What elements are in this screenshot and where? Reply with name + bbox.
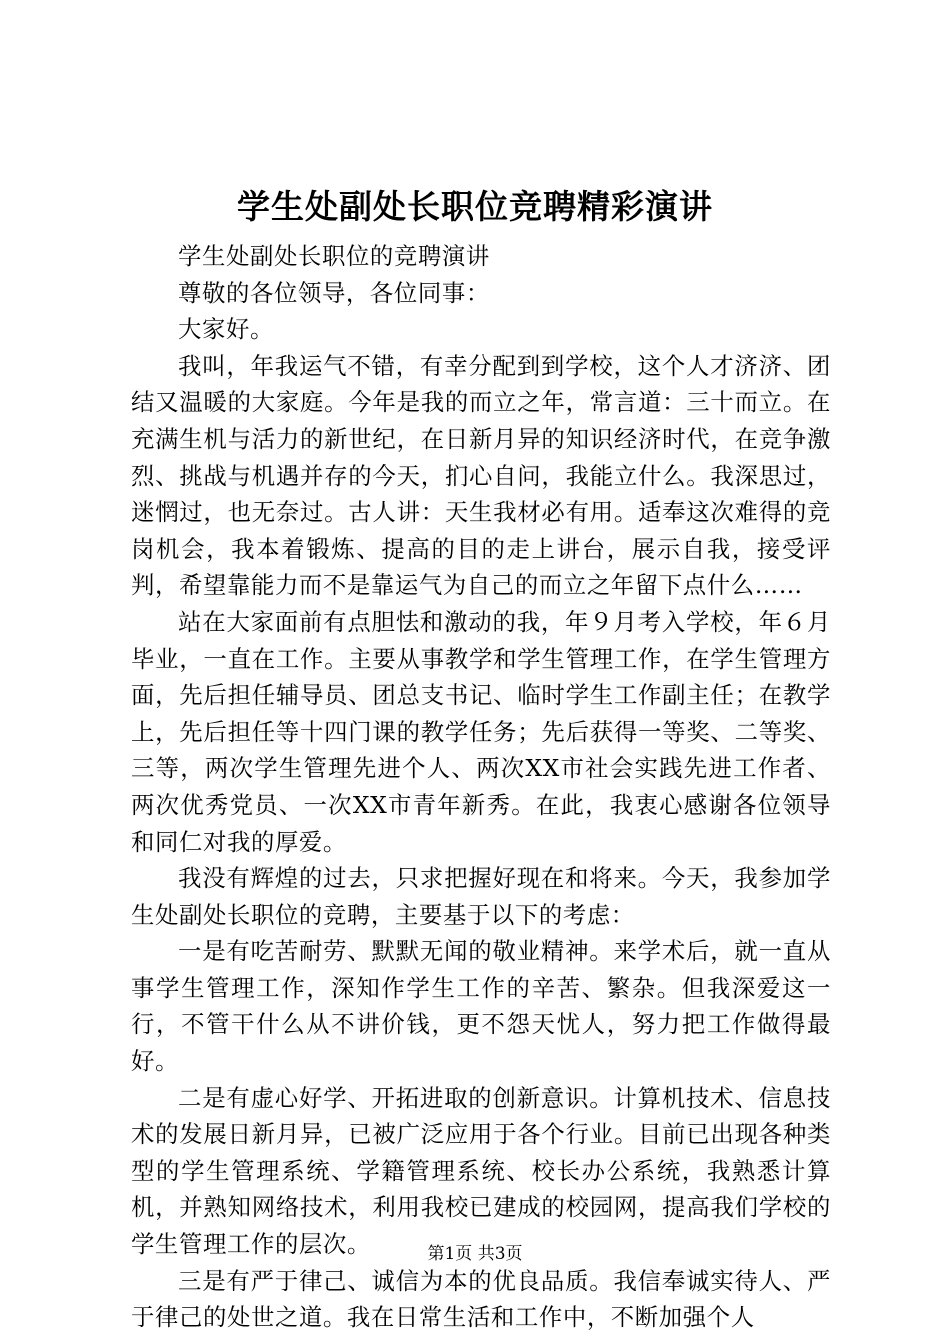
paragraph: 我叫，年我运气不错，有幸分配到到学校，这个人才济济、团结又温暖的大家庭。今年是我的而立之年，常言道：三十而立。在充满生机与活力的新世纪，在日新月异的知识经济时代，在竞争激烈、挑战与机遇并存的今天，扪心自问，我能立什么。我深思过，迷惘过，也无奈过。古人讲：天生我材必有用。适奉这次难得的竞岗机会，我本着锻炼、提高的目的走上讲台，展示自我，接受评判，希望靠能力而不是靠运气为自己的而立之年留下点什么…… [131, 351, 831, 600]
paragraph: 站在大家面前有点胆怯和激动的我，年９月考入学校，年６月毕业，一直在工作。主要从事教学和学生管理工作，在学生管理方面，先后担任辅导员、团总支书记、临时学生工作副主任；在教学上，先后担任等十四门课的教学任务；先后获得一等奖、二等奖、三等，两次学生管理先进个人、两次XX市社会实践先进工作者、两次优秀党员、一次XX市青年新秀。在此，我衷心感谢各位领导和同仁对我的厚爱。 [131, 607, 831, 856]
paragraph: 一是有吃苦耐劳、默默无闻的敬业精神。来学术后，就一直从事学生管理工作，深知作学生工作的辛苦、繁杂。但我深爱这一行，不管干什么从不讲价钱，更不怨天忧人，努力把工作做得最好。 [131, 937, 831, 1076]
paragraph-greeting: 大家好。 [178, 315, 274, 344]
paragraph: 三是有严于律己、诚信为本的优良品质。我信奉诚实待人、严于律己的处世之道。我在日常生活和工作中，不断加强个人 [131, 1266, 831, 1332]
paragraph-salutation: 尊敬的各位领导，各位同事： [178, 278, 490, 307]
document-body [131, 238, 831, 1336]
page-number-footer: 第1页 共3页 [427, 1244, 523, 1264]
paragraph: 我没有辉煌的过去，只求把握好现在和将来。今天，我参加学生处副处长职位的竞聘，主要基于以下的考虑： [131, 864, 831, 929]
paragraph: 二是有虚心好学、开拓进取的创新意识。计算机技术、信息技术的发展日新月异，已被广泛应用于各个行业。目前已出现各种类型的学生管理系统、学籍管理系统、校长办公系统，我熟悉计算机，并熟知网络技术，利用我校已建成的校园网，提高我们学校的学生管理工作的层次。 [131, 1083, 831, 1259]
paragraph-subtitle: 学生处副处长职位的竞聘演讲 [178, 242, 490, 270]
document-title: 学生处副处长职位竞聘精彩演讲 [237, 187, 713, 226]
